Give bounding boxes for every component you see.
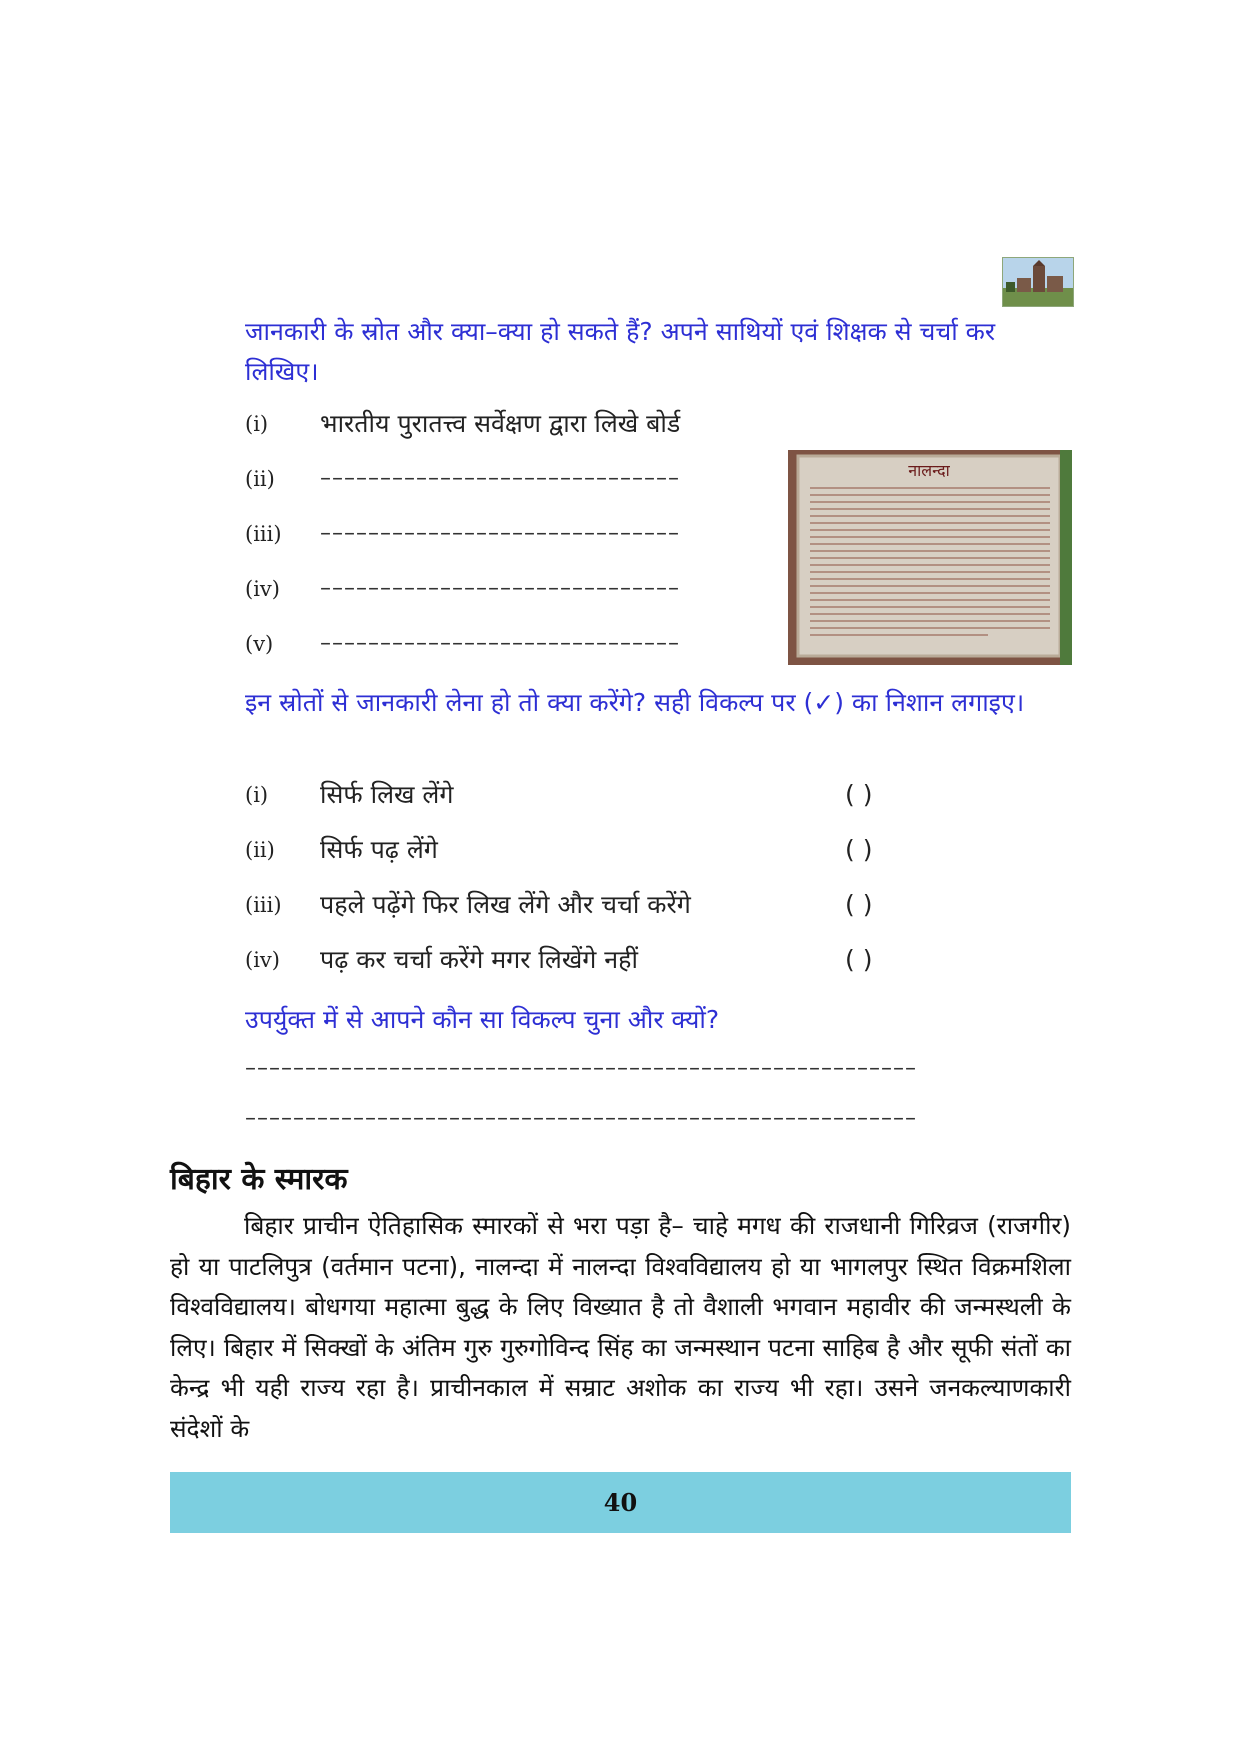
tick-box[interactable]: ( ) [845,780,873,809]
page-footer [170,1472,1071,1533]
tick-box[interactable]: ( ) [845,835,873,864]
source-number: (ii) [245,467,275,491]
section-heading: बिहार के स्मारक [170,1162,348,1197]
option-text: पहले पढ़ेंगे फिर लिख लेंगे और चर्चा करेंगे [320,890,691,919]
nalanda-board-photo [788,450,1072,665]
option-number: (iii) [245,893,282,917]
source-blank-line[interactable]: –––––––––––––––––––––––––––––– [320,576,680,601]
option-text: पढ़ कर चर्चा करेंगे मगर लिखेंगे नहीं [320,945,638,974]
source-blank-line[interactable]: –––––––––––––––––––––––––––––– [320,466,680,491]
answer-line[interactable]: –––––––––––––––––––––––––––––––––––––––––––––––––––––––– [245,1106,917,1131]
option-text: सिर्फ लिख लेंगे [320,780,454,809]
question-which-option: उपर्युक्त में से आपने कौन सा विकल्प चुना और क्यों? [245,1005,720,1034]
option-text: सिर्फ पढ़ लेंगे [320,835,438,864]
option-number: (i) [245,783,269,807]
option-row [245,830,945,870]
source-number: (i) [245,412,269,436]
option-row [245,940,945,980]
option-row [245,775,945,815]
question-sources: जानकारी के स्रोत और क्या–क्या हो सकते हैं? अपने साथियों एवं शिक्षक से चर्चा कर लिखिए। [245,317,996,386]
monument-thumbnail-icon [1002,257,1074,307]
source-blank-line[interactable]: –––––––––––––––––––––––––––––– [320,521,680,546]
question-how-to-use-sources: इन स्रोतों से जानकारी लेना हो तो क्या करेंगे? सही विकल्प पर (✓) का निशान लगाइए। [245,688,1025,717]
source-text: भारतीय पुरातत्त्व सर्वेक्षण द्वारा लिखे बोर्ड [320,409,681,438]
source-blank-line[interactable]: –––––––––––––––––––––––––––––– [320,631,680,656]
tick-box[interactable]: ( ) [845,890,873,919]
option-number: (ii) [245,838,275,862]
board-title: नालन्दा [908,461,950,480]
option-number: (iv) [245,948,280,972]
answer-line[interactable]: –––––––––––––––––––––––––––––––––––––––––––––––––––––––– [245,1056,917,1081]
source-number: (iv) [245,577,280,601]
tick-box[interactable]: ( ) [845,945,873,974]
page-number: 40 [603,1488,638,1517]
source-number: (iii) [245,522,282,546]
body-paragraph: बिहार प्राचीन ऐतिहासिक स्मारकों से भरा पड़ा है– चाहे मगध की राजधानी गिरिव्रज (राजगीर) हो या पाटलिपुत्र (वर्तमान पटना), नालन्दा में नालन्दा विश्वविद्यालय हो या भागलपुर स्थित विक्रमशिला विश्वविद्यालय। बोधगया महात्मा बुद्ध के लिए विख्यात है तो वैशाली भगवान महावीर की जन्मस्थली के लिए। बिहार में सिक्खों के अंतिम गुरु गुरुगोविन्द सिंह का जन्मस्थान पटना साहिब है और सूफी संतों का केन्द्र भी यही राज्य रहा है। प्राचीनकाल में सम्राट अशोक का राज्य भी रहा। उसने जनकल्याणकारी संदेशों के [170,1211,1071,1443]
option-row [245,885,945,925]
source-number: (v) [245,632,274,656]
